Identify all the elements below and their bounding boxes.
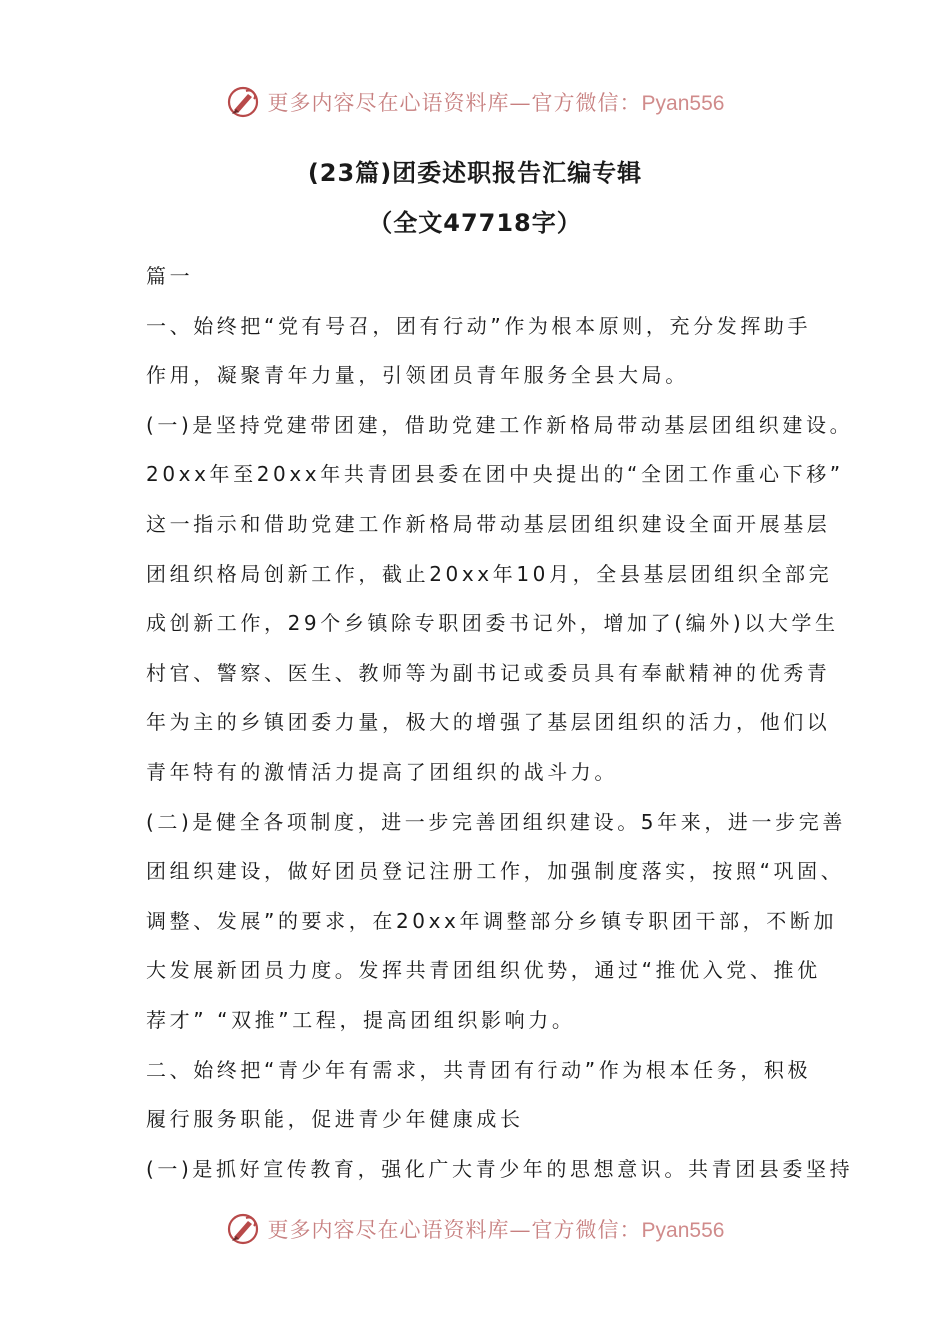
document-body [146, 252, 854, 1194]
header-banner-text [268, 87, 725, 117]
body-line: 成创新工作，29个乡镇除专职团委书记外，增加了(编外)以大学生 [146, 611, 839, 636]
document-title: (23篇)团委述职报告汇编专辑 [307, 159, 643, 187]
body-line: 作用，凝聚青年力量，引领团员青年服务全县大局。 [146, 363, 689, 388]
body-line: 篇一 [146, 264, 194, 288]
body-line: 青年特有的激情活力提高了团组织的战斗力。 [146, 759, 618, 784]
header-banner-label: 更多内容尽在心语资料库—官方微信： [267, 91, 642, 115]
pen-logo-icon [226, 85, 260, 119]
pen-logo-icon [226, 1212, 260, 1246]
header-banner-wechat: Pyan556 [641, 92, 725, 115]
body-line: 履行服务职能，促进青少年健康成长 [146, 1107, 524, 1132]
body-line: 村官、警察、医生、教师等为副书记或委员具有奉献精神的优秀青 [146, 660, 831, 685]
footer-banner-text [268, 1214, 725, 1244]
footer-banner-label: 更多内容尽在心语资料库—官方微信： [267, 1218, 642, 1242]
footer-banner [0, 1209, 950, 1249]
body-line: 调整、发展”的要求，在20xx年调整部分乡镇专职团干部，不断加 [146, 908, 838, 933]
body-line: 团组织格局创新工作，截止20xx年10月，全县基层团组织全部完 [146, 561, 833, 586]
body-line: 20xx年至20xx年共青团县委在团中央提出的“全团工作重心下移” [146, 462, 844, 487]
body-line: (二)是健全各项制度，进一步完善团组织建设。5年来，进一步完善 [146, 809, 846, 834]
body-line: (一)是坚持党建带团建，借助党建工作新格局带动基层团组织建设。 [146, 412, 854, 437]
document-subtitle: （全文47718字） [368, 209, 582, 237]
body-line: 一、始终把“党有号召，团有行动”作为根本原则，充分发挥助手 [146, 313, 812, 338]
body-line: 大发展新团员力度。发挥共青团组织优势，通过“推优入党、推优 [146, 958, 821, 983]
body-line: (一)是抓好宣传教育，强化广大青少年的思想意识。共青团县委坚持 [146, 1156, 854, 1181]
body-line: 团组织建设，做好团员登记注册工作，加强制度落实，按照“巩固、 [146, 859, 845, 884]
header-banner [0, 82, 950, 122]
body-line: 二、始终把“青少年有需求，共青团有行动”作为根本任务，积极 [146, 1057, 812, 1082]
body-line: 这一指示和借助党建工作新格局带动基层团组织建设全面开展基层 [146, 511, 831, 536]
body-line: 荐才” “双推”工程，提高团组织影响力。 [146, 1007, 576, 1032]
body-line: 年为主的乡镇团委力量，极大的增强了基层团组织的活力，他们以 [146, 710, 831, 735]
footer-banner-wechat: Pyan556 [641, 1219, 725, 1242]
